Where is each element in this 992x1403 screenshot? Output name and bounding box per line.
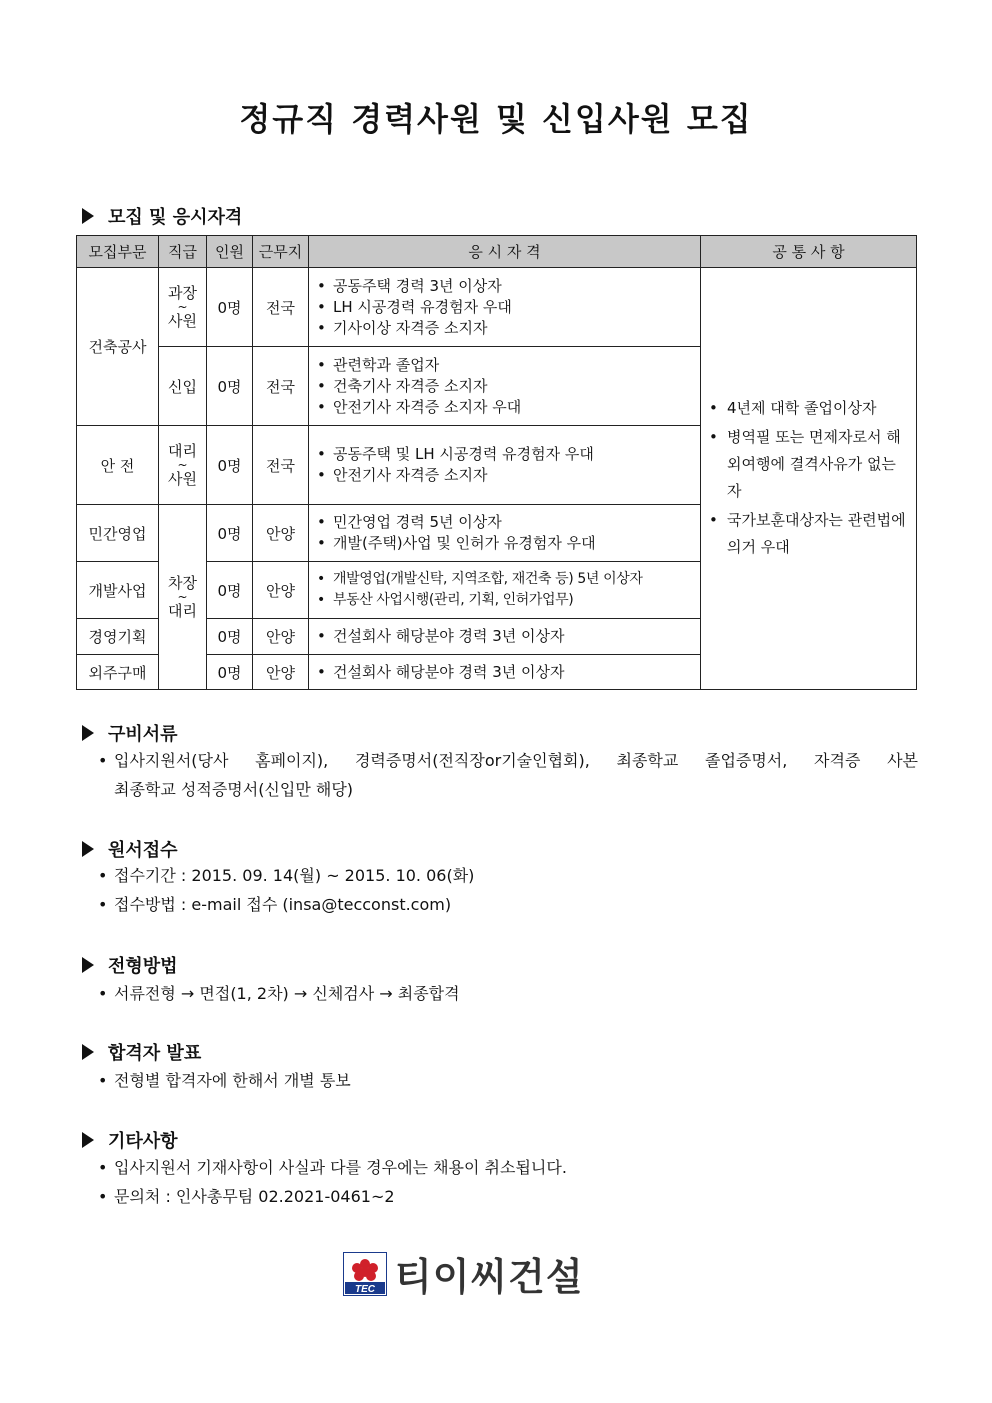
misc-list <box>98 1153 918 1211</box>
section-title: 기타사항 <box>108 1131 178 1152</box>
qualification-item: • 부동산 사업시행(관리, 기획, 인허가업무) <box>317 590 700 611</box>
section-title: 전형방법 <box>108 956 178 977</box>
count-cell: 0명 <box>207 268 253 347</box>
count-cell: 0명 <box>207 426 253 505</box>
qualification-item: • LH 시공경력 유경험자 우대 <box>317 297 700 318</box>
qualifications-cell <box>309 505 701 562</box>
list-item: • 전형별 합격자에 한해서 개별 통보 <box>98 1066 918 1095</box>
section-title: 원서접수 <box>108 840 178 861</box>
list-item: • 접수기간 : 2015. 09. 14(월) ~ 2015. 10. 06(화) <box>98 861 918 890</box>
screening-list <box>98 979 918 1008</box>
triangle-bullet-icon <box>82 1044 94 1060</box>
location-cell: 안양 <box>253 655 309 690</box>
triangle-bullet-icon <box>82 1132 94 1148</box>
location-cell: 전국 <box>253 268 309 347</box>
list-item: • 문의처 : 인사총무팀 02.2021-0461~2 <box>98 1182 918 1211</box>
qualification-item: • 개발(주택)사업 및 인허가 유경험자 우대 <box>317 533 700 554</box>
common-item: • 4년제 대학 졸업이상자 <box>707 395 910 422</box>
header-location: 근무지 <box>253 236 309 268</box>
rank-cell: 신입 <box>159 347 207 426</box>
common-item: • 국가보훈대상자는 관련법에 의거 우대 <box>707 507 910 561</box>
count-cell: 0명 <box>207 505 253 562</box>
list-item: • 서류전형 → 면접(1, 2차) → 신체검사 → 최종합격 <box>98 979 918 1008</box>
rank-cell <box>159 426 207 505</box>
count-cell: 0명 <box>207 347 253 426</box>
documents-line-1: • 입사지원서(당사 홈페이지), 경력증명서(전직장or기술인협회), 최종학교 졸업증명서, 자격증 사본 <box>114 751 918 770</box>
location-cell: 안양 <box>253 505 309 562</box>
location-cell: 전국 <box>253 426 309 505</box>
announcement-list <box>98 1066 918 1095</box>
qualification-item: • 건설회사 해당분야 경력 3년 이상자 <box>317 626 700 647</box>
section-title: 구비서류 <box>108 724 178 745</box>
rank-tilde: ~ <box>177 590 188 604</box>
count-cell: 0명 <box>207 655 253 690</box>
qualifications-cell <box>309 426 701 505</box>
dept-cell: 건축공사 <box>77 268 159 426</box>
list-item <box>98 746 918 804</box>
dept-cell: 안 전 <box>77 426 159 505</box>
triangle-bullet-icon <box>82 957 94 973</box>
section-heading-recruit <box>82 203 242 229</box>
rank-cell <box>159 268 207 347</box>
qualification-item: • 기사이상 자격증 소지자 <box>317 318 700 339</box>
rank-cell-shared <box>159 505 207 690</box>
documents-line-2: 최종학교 성적증명서(신입만 해당) <box>114 780 354 799</box>
table-header-row <box>77 236 917 268</box>
dept-cell: 민간영업 <box>77 505 159 562</box>
recruit-table <box>76 235 917 690</box>
section-heading-application <box>82 836 178 862</box>
location-cell: 전국 <box>253 347 309 426</box>
count-cell: 0명 <box>207 619 253 655</box>
qualification-item: • 개발영업(개발신탁, 지역조합, 재건축 등) 5년 이상자 <box>317 569 700 590</box>
qualifications-cell <box>309 347 701 426</box>
application-list <box>98 861 918 919</box>
rank-top: 대리 <box>168 442 197 460</box>
rank-tilde: ~ <box>177 458 188 472</box>
location-cell: 안양 <box>253 619 309 655</box>
rank-bottom: 사원 <box>168 470 197 488</box>
rank-bottom: 대리 <box>168 602 197 620</box>
section-heading-documents <box>82 720 178 746</box>
dept-cell: 개발사업 <box>77 562 159 619</box>
section-heading-announcement <box>82 1039 201 1065</box>
qualification-item: • 민간영업 경력 5년 이상자 <box>317 512 700 533</box>
header-count: 인원 <box>207 236 253 268</box>
page-title: 정규직 경력사원 및 신입사원 모집 <box>239 100 753 138</box>
header-common: 공 통 사 항 <box>701 236 917 268</box>
list-item: • 입사지원서 기재사항이 사실과 다를 경우에는 채용이 취소됩니다. <box>98 1153 918 1182</box>
dept-cell: 외주구매 <box>77 655 159 690</box>
company-logo <box>343 1246 584 1301</box>
section-title: 모집 및 응시자격 <box>108 207 243 228</box>
section-heading-screening <box>82 952 178 978</box>
dept-cell: 경영기획 <box>77 619 159 655</box>
header-dept: 모집부문 <box>77 236 159 268</box>
qualifications-cell <box>309 619 701 655</box>
tec-logo-icon <box>343 1252 387 1296</box>
rank-top: 과장 <box>168 284 197 302</box>
qualification-item: • 관련학과 졸업자 <box>317 355 700 376</box>
triangle-bullet-icon <box>82 841 94 857</box>
qualification-item: • 안전기사 자격증 소지자 우대 <box>317 397 700 418</box>
common-item: • 병역필 또는 면제자로서 해외여행에 결격사유가 없는 자 <box>707 424 910 505</box>
common-cell <box>701 268 917 690</box>
section-heading-misc <box>82 1127 178 1153</box>
rank-top: 차장 <box>168 574 197 592</box>
qualification-item: • 공동주택 및 LH 시공경력 유경험자 우대 <box>317 444 700 465</box>
qualification-item: • 안전기사 자격증 소지자 <box>317 465 700 486</box>
qualifications-cell <box>309 655 701 690</box>
company-name: 티이씨건설 <box>395 1255 584 1299</box>
count-cell: 0명 <box>207 562 253 619</box>
location-cell: 안양 <box>253 562 309 619</box>
rank-bottom: 사원 <box>168 312 197 330</box>
qualifications-cell <box>309 562 701 619</box>
table-row <box>77 268 917 347</box>
documents-list <box>98 746 918 804</box>
qualifications-cell <box>309 268 701 347</box>
header-qualifications: 응 시 자 격 <box>309 236 701 268</box>
triangle-bullet-icon <box>82 725 94 741</box>
qualification-item: • 건설회사 해당분야 경력 3년 이상자 <box>317 662 700 683</box>
header-rank: 직급 <box>159 236 207 268</box>
logo-mark-text: TEC <box>355 1283 375 1295</box>
qualification-item: • 건축기사 자격증 소지자 <box>317 376 700 397</box>
rank-tilde: ~ <box>177 300 188 314</box>
qualification-item: • 공동주택 경력 3년 이상자 <box>317 276 700 297</box>
list-item: • 접수방법 : e-mail 접수 (insa@tecconst.com) <box>98 890 918 919</box>
section-title: 합격자 발표 <box>108 1043 202 1064</box>
triangle-bullet-icon <box>82 208 94 224</box>
